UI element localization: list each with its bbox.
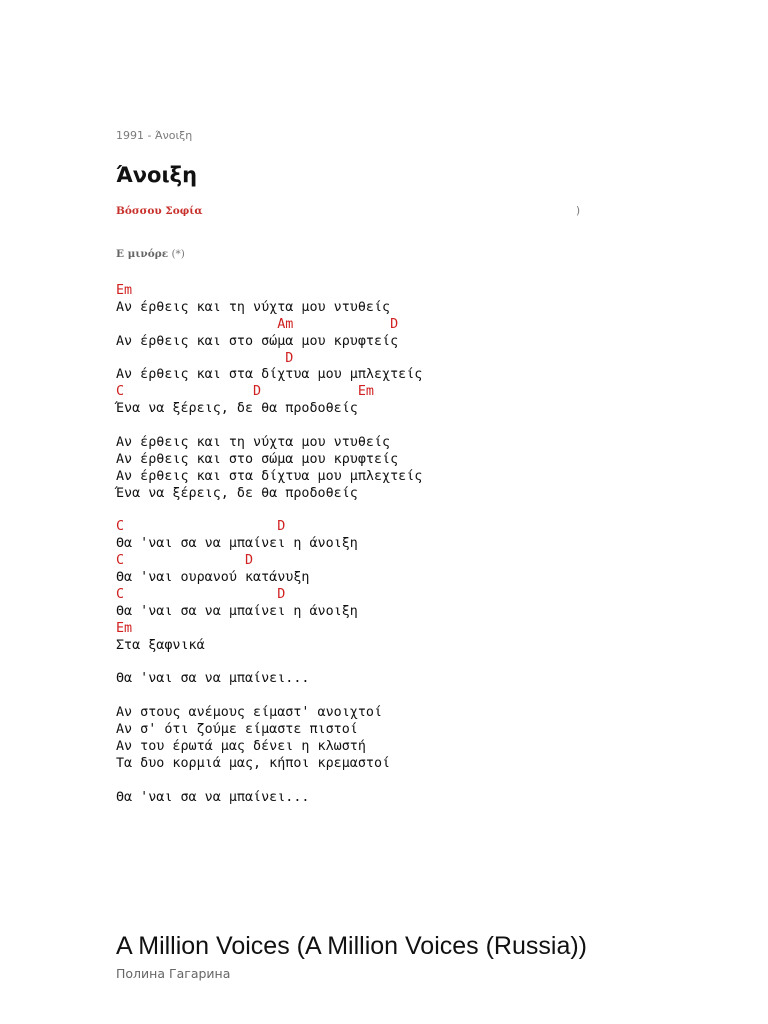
chord-line: Em bbox=[116, 620, 133, 636]
key-note: (*) bbox=[171, 248, 185, 260]
chord-line: C D bbox=[116, 553, 254, 569]
lyric-line: Ένα να ξέρεις, δε θα προδοθείς bbox=[116, 401, 358, 417]
lyric-line: Αν έρθεις και τη νύχτα μου ντυθείς bbox=[116, 435, 391, 451]
album-line: 1991 - Άνοιξη bbox=[116, 129, 193, 142]
chord-line: C D bbox=[116, 587, 286, 603]
lyric-line: Αν του έρωτά μας δένει η κλωστή bbox=[116, 739, 366, 755]
lyric-line: Στα ξαφνικά bbox=[116, 637, 205, 653]
song-title: Άνοιξη bbox=[116, 163, 198, 187]
lyric-line: Αν έρθεις και στο σώμα μου κρυφτείς bbox=[116, 451, 399, 467]
artist-paren: ) bbox=[576, 205, 581, 217]
lyric-line: Θα 'ναι σα να μπαίνει η άνοιξη bbox=[116, 536, 358, 552]
artist-link[interactable]: Βόσσου Σοφία bbox=[116, 205, 203, 217]
lyric-line: Θα 'ναι ουρανού κατάνυξη bbox=[116, 570, 310, 586]
blank-line bbox=[116, 503, 422, 520]
lyric-line: Τα δυο κορμιά μας, κήποι κρεμαστοί bbox=[116, 755, 391, 771]
lyric-line: Ένα να ξέρεις, δε θα προδοθείς bbox=[116, 485, 358, 501]
lyric-line: Θα 'ναι σα να μπαίνει η άνοιξη bbox=[116, 603, 358, 619]
chord-line: C D bbox=[116, 519, 286, 535]
blank-line bbox=[116, 418, 422, 435]
lyric-line: Θα 'ναι σα να μπαίνει... bbox=[116, 671, 310, 687]
lyric-line: Αν σ' ότι ζούμε είμαστε πιστοί bbox=[116, 722, 358, 738]
chord-line: Em bbox=[116, 283, 133, 298]
chord-line: D bbox=[116, 350, 294, 366]
lyrics-block bbox=[116, 283, 422, 807]
next-song-title[interactable]: A Million Voices (A Million Voices (Russia)) bbox=[116, 932, 587, 960]
artist-row bbox=[116, 205, 586, 221]
blank-line bbox=[116, 688, 422, 705]
blank-line bbox=[116, 655, 422, 672]
next-song-artist[interactable]: Полина Гагарина bbox=[116, 966, 231, 981]
chord-line: C D Em bbox=[116, 384, 374, 400]
key-name: Ε μινόρε bbox=[116, 248, 169, 260]
chord-line: Am D bbox=[116, 316, 399, 332]
lyric-line: Αν στους ανέμους είμαστ' ανοιχτοί bbox=[116, 705, 383, 721]
lyric-line: Αν έρθεις και τη νύχτα μου ντυθείς bbox=[116, 299, 391, 315]
blank-line bbox=[116, 773, 422, 790]
lyric-line: Θα 'ναι σα να μπαίνει... bbox=[116, 789, 310, 805]
lyric-line: Αν έρθεις και στα δίχτυα μου μπλεχτείς bbox=[116, 367, 423, 383]
key-line bbox=[116, 248, 185, 260]
lyric-line: Αν έρθεις και στο σώμα μου κρυφτείς bbox=[116, 333, 399, 349]
lyric-line: Αν έρθεις και στα δίχτυα μου μπλεχτείς bbox=[116, 468, 423, 484]
